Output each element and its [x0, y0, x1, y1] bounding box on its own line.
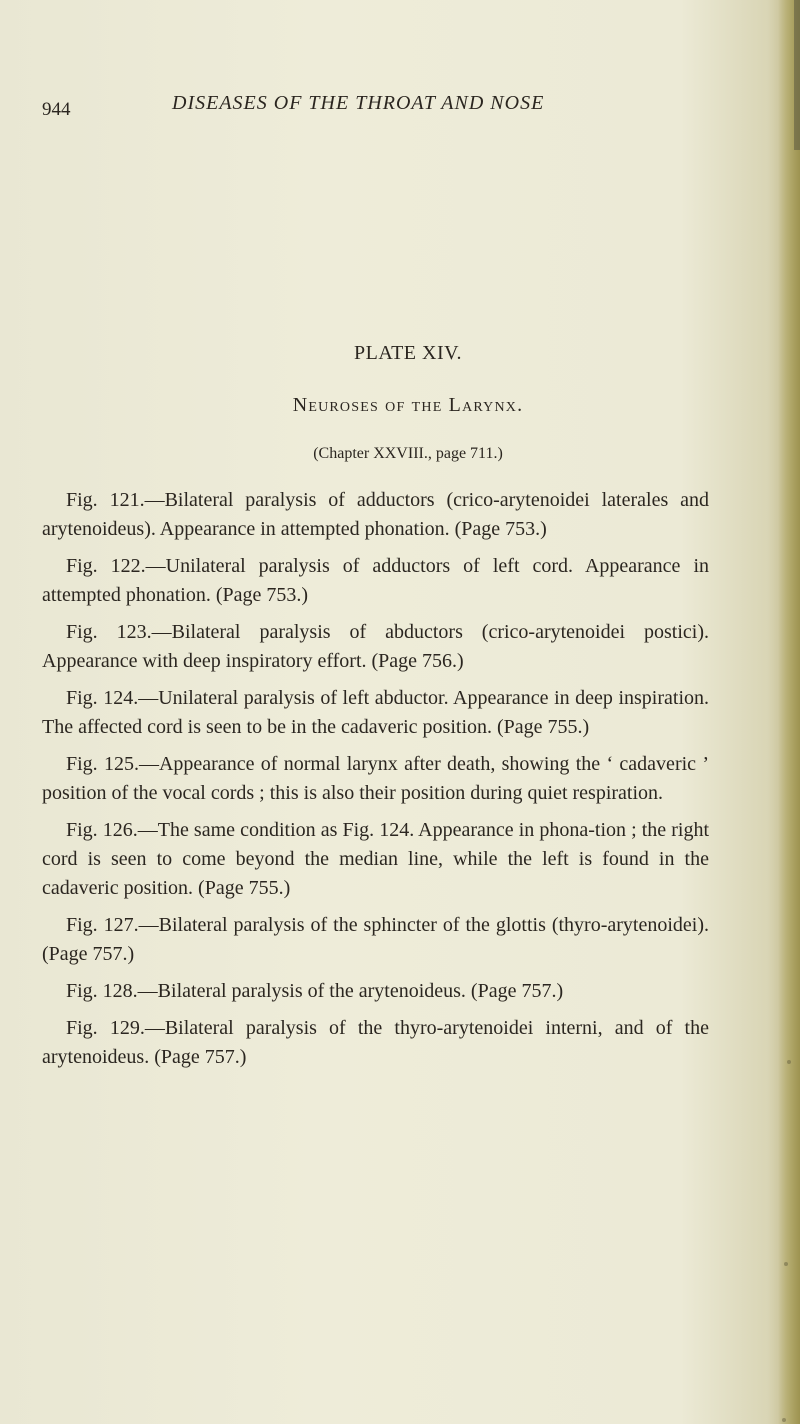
running-title: DISEASES OF THE THROAT AND NOSE — [172, 92, 545, 114]
figure-caption: Fig. 122.—Unilateral paralysis of adductors of left cord. Appearance in attempted phonation. (Page 753.) — [42, 555, 709, 606]
figure-caption: Fig. 128.—Bilateral paralysis of the arytenoideus. (Page 757.) — [66, 980, 564, 1002]
figure-caption: Fig. 127.—Bilateral paralysis of the sphincter of the glottis (thyro-arytenoidei). (Page 757.) — [42, 914, 709, 965]
page-header — [42, 92, 742, 122]
paper-fleck — [782, 1418, 786, 1422]
page-edge-dark-mark — [794, 0, 800, 150]
page-edge-shadow — [778, 0, 800, 1424]
figure-caption: Fig. 124.—Unilateral paralysis of left abductor. Appearance in deep inspiration. The affected cord is seen to be in the cadaveric position. (Page 755.) — [42, 687, 709, 738]
paper-fleck — [787, 1060, 791, 1064]
figure-caption: Fig. 121.—Bilateral paralysis of adductors (crico-arytenoidei laterales and arytenoideus). Appearance in attempted phonation. (Page 753.) — [42, 489, 709, 540]
figure-caption: Fig. 125.—Appearance of normal larynx after death, showing the ‘ cadaveric ’ position of the vocal cords ; this is also their position during quiet respiration. — [42, 753, 709, 804]
section-title: Neuroses of the Larynx. — [292, 394, 524, 416]
figure-caption: Fig. 126.—The same condition as Fig. 124. Appearance in phona-tion ; the right cord is seen to come beyond the median line, while the left is found in the cadaveric position. (Page 755.) — [42, 819, 709, 899]
figure-caption-list — [42, 486, 709, 1080]
figure-caption: Fig. 123.—Bilateral paralysis of abductors (crico-arytenoidei postici). Appearance with deep inspiratory effort. (Page 756.) — [42, 621, 709, 672]
figure-caption: Fig. 129.—Bilateral paralysis of the thyro-arytenoidei interni, and of the arytenoideus. (Page 757.) — [42, 1017, 709, 1068]
page-number: 944 — [42, 99, 71, 120]
chapter-reference: (Chapter XXVIII., page 711.) — [313, 445, 503, 462]
paper-fleck — [784, 1262, 788, 1266]
plate-title: PLATE XIV. — [354, 342, 462, 364]
